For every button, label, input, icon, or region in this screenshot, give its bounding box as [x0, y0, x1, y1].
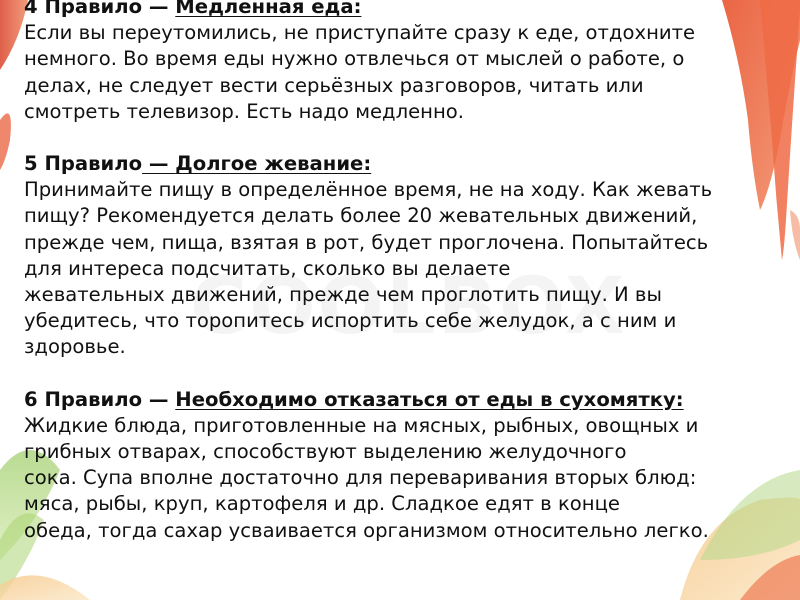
rule-text-line: обеда, тогда сахар усваивается организмом относительно легко. — [24, 518, 709, 542]
rule-text-line: Если вы переутомились, не приступайте сразу к еде, отдохните — [24, 21, 696, 45]
rule-text-line: Жидкие блюда, приготовленные на мясных, рыбных, овощных и — [24, 413, 699, 437]
rule-text-line: немного. Во время еды нужно отвлечься от мыслей о работе, о — [24, 47, 685, 71]
peach-bottom-left — [0, 575, 90, 600]
rule-6 — [24, 387, 784, 544]
rule-heading — [24, 151, 784, 177]
rule-text-line: для интереса подсчитать, сколько вы делаете — [24, 256, 511, 280]
rule-text-line: прежде чем, пища, взятая в рот, будет проглочена. Попытайтесь — [24, 230, 709, 254]
rules-document — [24, 0, 784, 570]
rule-text-line: делах, не следует вести серьёзных разговоров, читать или — [24, 73, 644, 97]
rule-dash: — — [142, 152, 176, 176]
rule-title: Долгое жевание: — [175, 152, 372, 176]
rule-number: 4 Правило — [24, 0, 143, 18]
rule-heading — [24, 0, 784, 20]
rule-heading — [24, 387, 784, 413]
rule-text-line: пищу? Рекомендуется делать более 20 жевательных движений, — [24, 204, 698, 228]
rule-number: 5 Правило — [24, 152, 143, 176]
carrot-right-tip — [790, 210, 800, 260]
rule-text-line: здоровье. — [24, 335, 126, 359]
rule-number: 6 Правило — [24, 387, 143, 411]
rule-title: Необходимо отказаться от еды в сухомятку: — [175, 387, 684, 411]
rule-text-line: сока. Супа вполне достаточно для переваривания вторых блюд: — [24, 466, 697, 490]
rule-text-line: Принимайте пищу в определённое время, не на ходу. Как жевать — [24, 178, 713, 202]
rule-text-line: грибных отварах, способствуют выделению желудочного — [24, 440, 627, 464]
rule-text-line: жевательных движений, прежде чем проглотить пищу. И вы — [24, 283, 662, 307]
rule-text-line: убедитесь, что торопитесь испортить себе желудок, а с ним и — [24, 309, 677, 333]
rule-dash: — — [142, 0, 176, 18]
rule-text-line: смотреть телевизор. Есть надо медленно. — [24, 99, 464, 123]
rule-5 — [24, 151, 784, 361]
rule-4 — [24, 0, 784, 125]
rule-title: Медленная еда: — [175, 0, 362, 18]
rule-text-line: мяса, рыбы, круп, картофеля и др. Сладкое едят в конце — [24, 492, 620, 516]
rule-dash: — — [142, 387, 176, 411]
carrot-left-shape — [0, 113, 11, 170]
